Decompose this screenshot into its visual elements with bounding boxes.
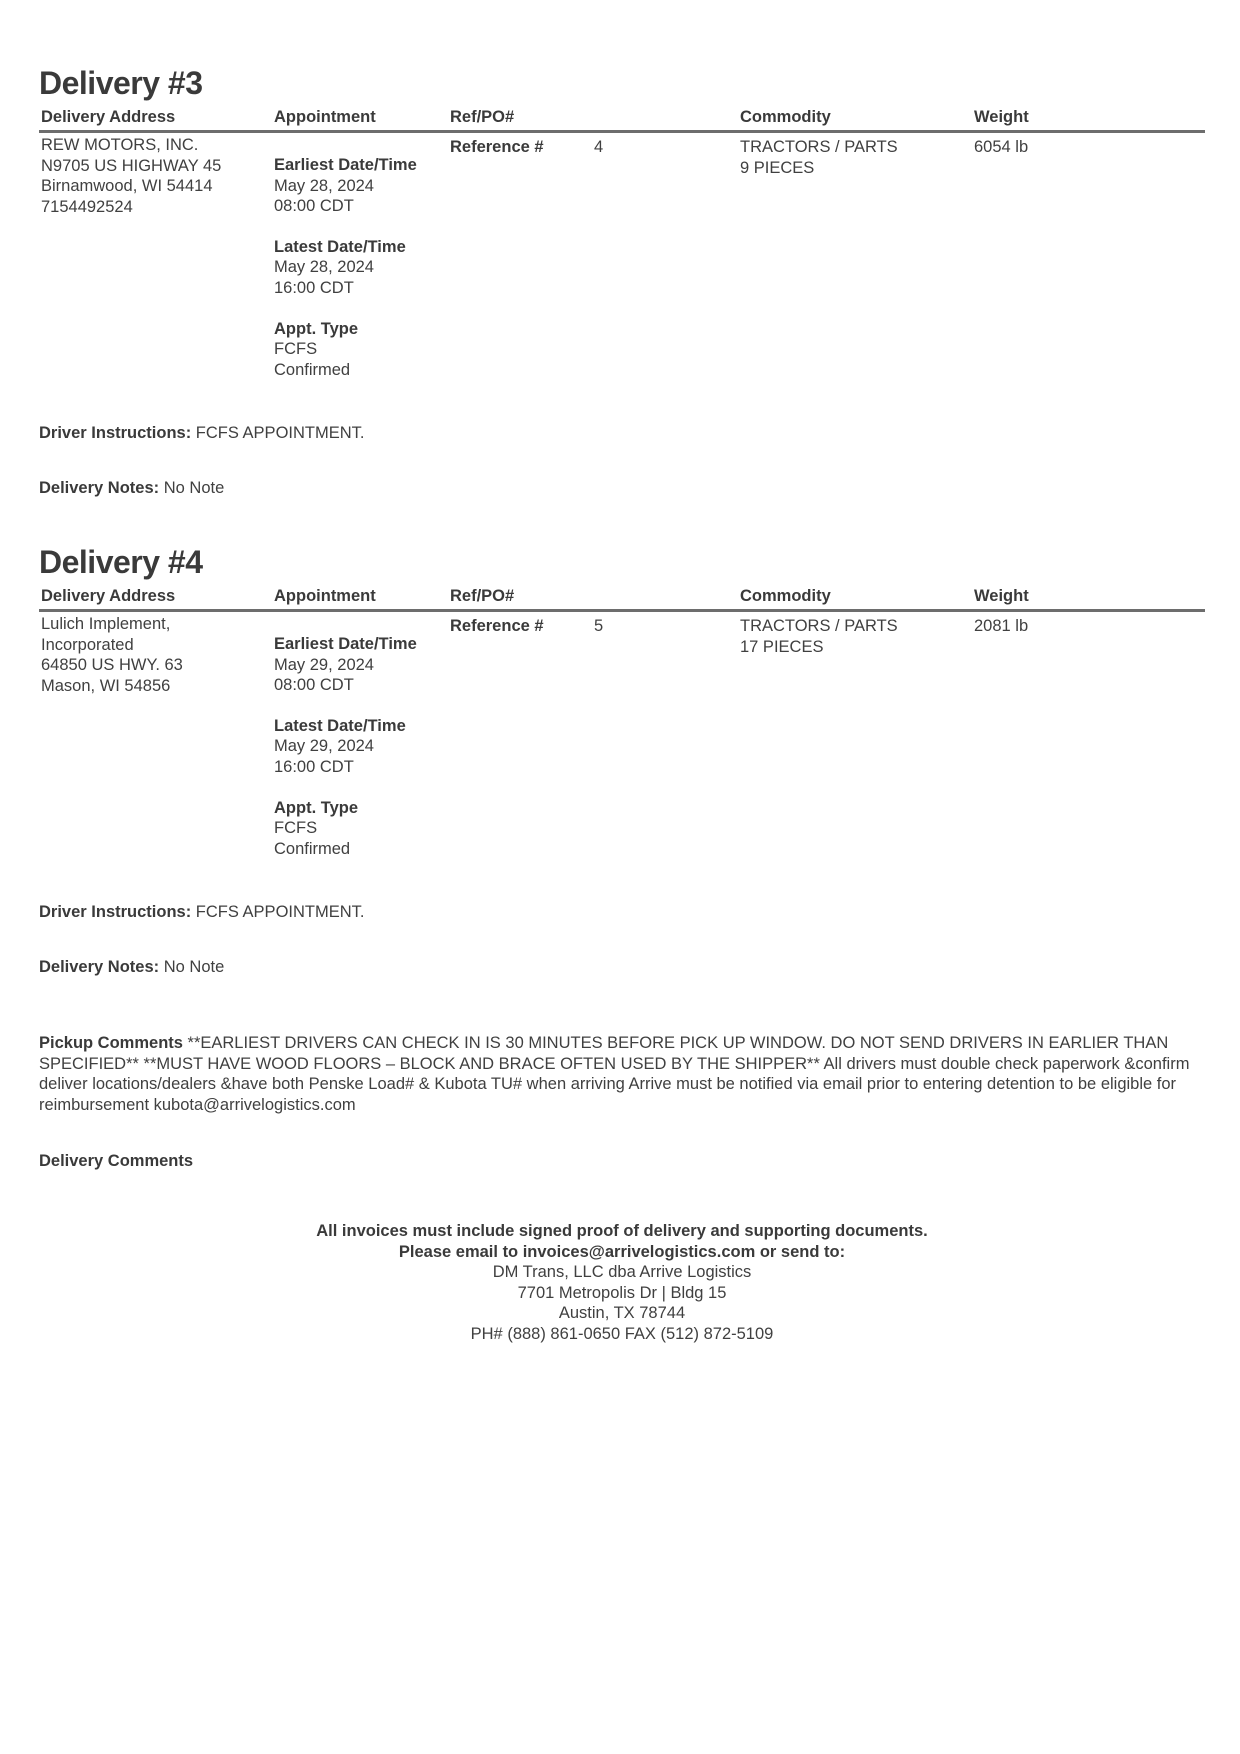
latest-date: May 28, 2024	[274, 258, 374, 277]
appt-type-label: Appt. Type	[274, 319, 359, 338]
commodity-name: TRACTORS / PARTS	[740, 617, 898, 635]
driver-instructions-label: Driver Instructions:	[39, 424, 192, 442]
latest-label: Latest Date/Time	[274, 237, 406, 256]
appt-type-label: Appt. Type	[274, 798, 359, 817]
delivery-title: Delivery #4	[39, 544, 203, 580]
appt-type: FCFS	[274, 819, 318, 838]
pickup-comments-label: Pickup Comments	[39, 1034, 183, 1052]
earliest-time: 08:00 CDT	[274, 197, 354, 216]
invoice-footer	[39, 1221, 1205, 1345]
delivery-notes-label: Delivery Notes:	[39, 958, 160, 976]
header-delivery-address: Delivery Address	[41, 108, 176, 126]
delivery-notes-text: No Note	[163, 479, 225, 497]
driver-instructions-label: Driver Instructions:	[39, 903, 192, 921]
reference-value: 4	[594, 138, 604, 156]
latest-time: 16:00 CDT	[274, 278, 354, 297]
address-line: 7154492524	[41, 197, 133, 216]
earliest-label: Earliest Date/Time	[274, 635, 417, 653]
header-commodity: Commodity	[740, 587, 831, 605]
earliest-date: May 28, 2024	[274, 176, 374, 195]
footer-email-note: Please email to invoices@arrivelogistics.com or send to:	[398, 1242, 846, 1261]
header-delivery-address: Delivery Address	[41, 587, 176, 605]
appointment-details	[274, 634, 444, 859]
reference-value: 5	[594, 617, 604, 635]
header-commodity: Commodity	[740, 108, 831, 126]
delivery-table-header	[39, 587, 1205, 612]
header-ref-po: Ref/PO#	[450, 587, 515, 605]
footer-city: Austin, TX 78744	[558, 1304, 686, 1323]
address-line: Incorporated	[41, 635, 134, 654]
footer-invoice-note: All invoices must include signed proof of delivery and supporting documents.	[316, 1222, 928, 1240]
reference-label: Reference #	[450, 138, 544, 156]
delivery-notes-text: No Note	[163, 958, 225, 976]
delivery-title: Delivery #3	[39, 65, 203, 101]
earliest-date: May 29, 2024	[274, 655, 374, 674]
footer-company: DM Trans, LLC dba Arrive Logistics	[492, 1263, 752, 1282]
footer-street: 7701 Metropolis Dr | Bldg 15	[517, 1283, 727, 1302]
commodity	[740, 616, 960, 657]
address-line: Lulich Implement,	[41, 615, 171, 633]
earliest-time: 08:00 CDT	[274, 676, 354, 695]
address-line: N9705 US HIGHWAY 45	[41, 156, 222, 175]
commodity-name: TRACTORS / PARTS	[740, 138, 898, 156]
latest-label: Latest Date/Time	[274, 716, 406, 735]
appt-status: Confirmed	[274, 360, 351, 379]
address-line: Mason, WI 54856	[41, 676, 171, 695]
commodity	[740, 137, 960, 178]
delivery-table-row	[39, 614, 1205, 874]
weight-value: 6054 lb	[974, 138, 1029, 156]
footer-phone: PH# (888) 861-0650 FAX (512) 872-5109	[470, 1324, 774, 1343]
header-ref-po: Ref/PO#	[450, 108, 515, 126]
header-weight: Weight	[974, 587, 1029, 605]
header-weight: Weight	[974, 108, 1029, 126]
latest-time: 16:00 CDT	[274, 757, 354, 776]
delivery-address	[41, 614, 266, 696]
delivery-address	[41, 135, 266, 217]
appt-status: Confirmed	[274, 839, 351, 858]
delivery-notes-label: Delivery Notes:	[39, 479, 160, 497]
delivery-section-3	[39, 58, 1205, 497]
address-line: REW MOTORS, INC.	[41, 136, 199, 154]
address-line: 64850 US HWY. 63	[41, 656, 183, 675]
delivery-comments-label: Delivery Comments	[39, 1152, 194, 1170]
header-appointment: Appointment	[274, 587, 376, 605]
delivery-comments	[39, 1151, 1205, 1172]
driver-instructions-text: FCFS APPOINTMENT.	[195, 424, 365, 442]
delivery-notes	[39, 478, 1205, 499]
pickup-comments-text: **EARLIEST DRIVERS CAN CHECK IN IS 30 MINUTES BEFORE PICK UP WINDOW. DO NOT SEND DRIVERS IN EARLIER THAN SPECIFIED** **MUST HAVE WOOD FLOORS – BLOCK AND BRACE OFTEN USED BY THE SHIPPER** All drivers must double check paperwork &confirm deliver locations/dealers &have both Penske Load# & Kubota TU# when arriving Arrive must be notified via email prior to entering detention to be eligible for reimbursement kubota@arrivelogistics.com	[39, 1034, 1190, 1114]
commodity-pieces: 9 PIECES	[740, 158, 815, 177]
driver-instructions-text: FCFS APPOINTMENT.	[195, 903, 365, 921]
delivery-table-row	[39, 135, 1205, 395]
address-line: Birnamwood, WI 54414	[41, 177, 213, 196]
earliest-label: Earliest Date/Time	[274, 156, 417, 174]
appointment-details	[274, 155, 444, 380]
commodity-pieces: 17 PIECES	[740, 637, 824, 656]
driver-instructions	[39, 423, 1205, 444]
reference-label: Reference #	[450, 617, 544, 635]
latest-date: May 29, 2024	[274, 737, 374, 756]
delivery-notes	[39, 957, 1205, 978]
pickup-comments	[39, 1033, 1205, 1115]
delivery-section-4	[39, 537, 1205, 976]
appt-type: FCFS	[274, 340, 318, 359]
weight-value: 2081 lb	[974, 617, 1029, 635]
driver-instructions	[39, 902, 1205, 923]
header-appointment: Appointment	[274, 108, 376, 126]
delivery-table-header	[39, 108, 1205, 133]
